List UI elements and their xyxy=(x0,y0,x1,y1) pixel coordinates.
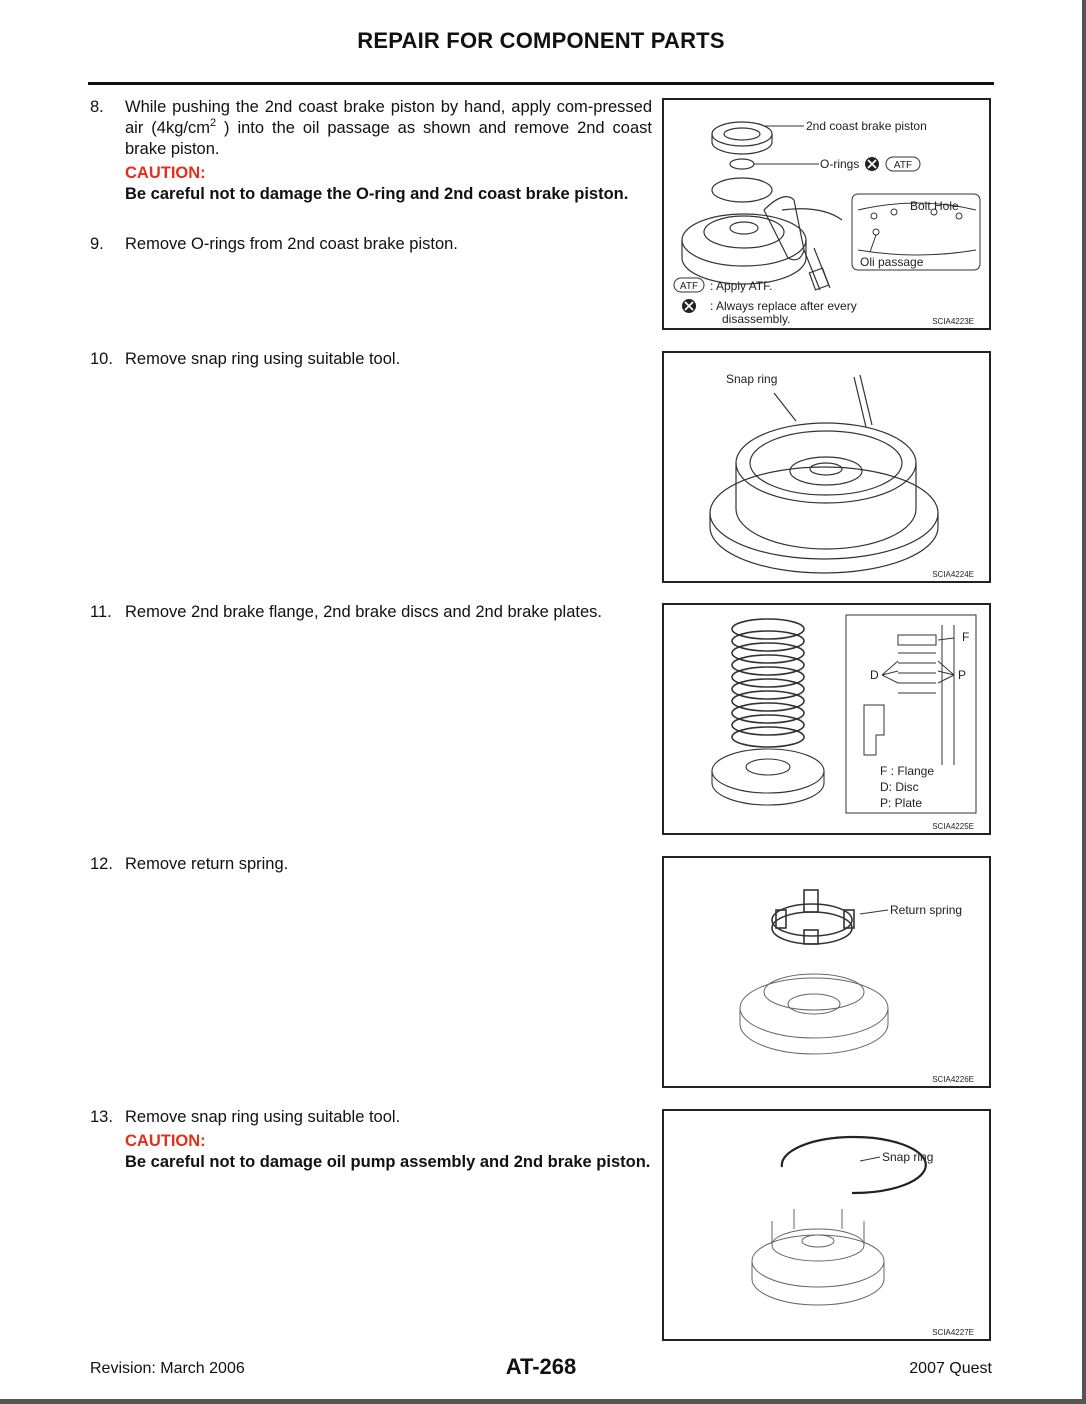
figure-code: SCIA4226E xyxy=(932,1075,974,1084)
page-edge-bottom xyxy=(0,1399,1086,1404)
label-oil-passage: Oli passage xyxy=(860,255,924,269)
footer-revision: Revision: March 2006 xyxy=(90,1360,245,1377)
page-edge-right xyxy=(1082,0,1086,1404)
step-number: 9. xyxy=(90,235,104,253)
footer-page-number: AT-268 xyxy=(505,1354,577,1379)
snap-ring-illustration xyxy=(664,353,989,581)
figure-piston-removal xyxy=(662,98,991,330)
figure-code: SCIA4224E xyxy=(932,570,974,579)
title-rule xyxy=(88,82,994,85)
caution-text: Be careful not to damage oil pump assembly and 2nd brake piston. xyxy=(125,1153,651,1171)
step-number: 13. xyxy=(90,1108,113,1126)
label-d: D xyxy=(870,668,879,682)
figure-code: SCIA4225E xyxy=(932,822,974,831)
legend-disc: D: Disc xyxy=(880,780,919,794)
label-orings: O-rings xyxy=(820,157,860,171)
label-bolt-hole: Bolt Hole xyxy=(910,199,959,213)
figure-code: SCIA4223E xyxy=(932,317,974,326)
figure-snap-ring-pump xyxy=(662,1109,991,1341)
label-piston: 2nd coast brake piston xyxy=(806,119,927,133)
step-number: 10. xyxy=(90,350,113,368)
legend-plate: P: Plate xyxy=(880,796,923,810)
return-spring-illustration xyxy=(664,858,989,1086)
step-11 xyxy=(90,602,652,623)
label-snap-ring: Snap ring xyxy=(882,1150,934,1164)
caution-label: CAUTION: xyxy=(125,1132,206,1150)
superscript: 2 xyxy=(209,116,217,129)
step-number: 11. xyxy=(90,603,112,621)
figure-code: SCIA4227E xyxy=(932,1328,974,1337)
step-text: Remove O-rings from 2nd coast brake piston. xyxy=(125,235,458,253)
step-text: Remove return spring. xyxy=(125,855,289,873)
legend-atf-badge: ATF xyxy=(679,281,699,292)
step-text: Remove 2nd brake flange, 2nd brake discs and 2nd brake plates. xyxy=(125,603,602,621)
legend-replace-line2: disassembly. xyxy=(722,312,791,326)
step-text: Remove snap ring using suitable tool. xyxy=(125,1108,401,1126)
legend-flange: F : Flange xyxy=(880,764,935,778)
step-10 xyxy=(90,349,652,370)
step-text: Remove snap ring using suitable tool. xyxy=(125,350,401,368)
caution-label: CAUTION: xyxy=(125,164,206,182)
figure-return-spring xyxy=(662,856,991,1088)
step-8 xyxy=(90,97,652,205)
step-text-cont: ) into the oil passage as shown and remove 2nd coast brake piston. xyxy=(125,119,652,158)
piston-removal-illustration xyxy=(664,100,989,328)
caution-text: Be careful not to damage the O-ring and 2nd coast brake piston. xyxy=(125,185,629,203)
flange-discs-illustration xyxy=(664,605,989,833)
legend-apply-atf: : Apply ATF. xyxy=(710,279,773,293)
label-atf: ATF xyxy=(893,160,913,171)
figure-snap-ring xyxy=(662,351,991,583)
page-title: REPAIR FOR COMPONENT PARTS xyxy=(357,28,725,53)
legend-replace-line1: : Always replace after every xyxy=(710,299,857,313)
step-12 xyxy=(90,854,652,875)
figure-flange-discs xyxy=(662,603,991,835)
step-13 xyxy=(90,1107,652,1173)
step-number: 8. xyxy=(90,98,104,116)
label-p: P xyxy=(958,668,967,682)
step-text: While pushing the 2nd coast brake piston by hand, apply com-pressed air (4kg/cm xyxy=(125,98,652,137)
footer-model: 2007 Quest xyxy=(909,1360,992,1377)
snap-ring-pump-illustration xyxy=(664,1111,989,1339)
label-f: F xyxy=(962,630,970,644)
step-9 xyxy=(90,234,652,255)
label-snap-ring: Snap ring xyxy=(726,372,778,386)
label-return-spring: Return spring xyxy=(890,903,963,917)
step-number: 12. xyxy=(90,855,113,873)
